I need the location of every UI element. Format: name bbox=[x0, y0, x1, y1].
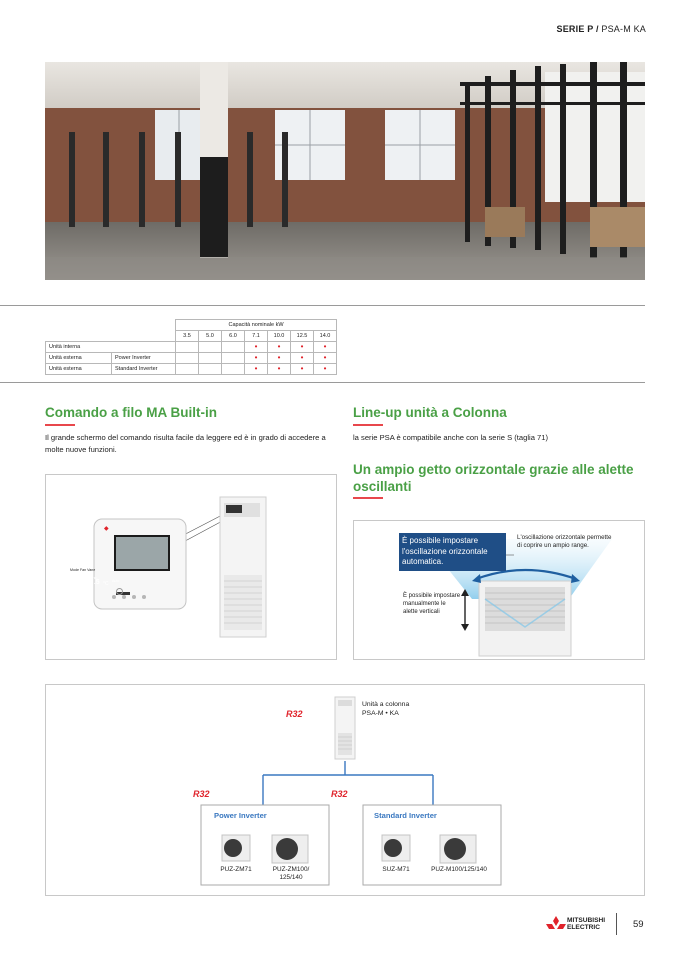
table-row bbox=[46, 353, 337, 364]
remote-description: Il grande schermo del comando risulta facile da leggere ed è in grado di accedere a molte nuove funzioni. bbox=[45, 433, 326, 454]
capacity-cell: 14.0 bbox=[314, 331, 337, 342]
lineup-description: la serie PSA è compatibile anche con la serie S (taglia 71) bbox=[353, 433, 549, 442]
row-label: Unità esterna bbox=[46, 364, 112, 375]
remote-mode-line: Mode Fan Vane bbox=[70, 568, 96, 572]
series-bold: SERIE P / bbox=[556, 24, 599, 34]
page-number: 59 bbox=[633, 919, 644, 930]
availability-dot: • bbox=[291, 364, 314, 375]
availability-dot: • bbox=[314, 342, 337, 353]
r32-badge-power: R32 bbox=[193, 789, 210, 799]
availability-dot bbox=[199, 364, 222, 375]
availability-dot: • bbox=[245, 342, 268, 353]
brand-line-1: MITSUBISHI bbox=[567, 917, 606, 924]
vertical-vane-note: È possibile impostare manualmente le alette verticali bbox=[403, 593, 461, 615]
indoor-unit-label: Unità a colonna bbox=[362, 701, 410, 708]
table-row bbox=[46, 364, 337, 375]
remote-section-title: Comando a filo MA Built-in bbox=[45, 405, 217, 420]
swing-range-note: L'oscillazione orizzontale permette di coprire un ampio range. bbox=[517, 534, 612, 549]
availability-dot bbox=[176, 353, 199, 364]
table-row bbox=[46, 331, 337, 342]
footer-separator bbox=[616, 913, 617, 935]
availability-dot: • bbox=[268, 353, 291, 364]
remote-settemp-label: Set temp. bbox=[83, 576, 98, 580]
table-row bbox=[46, 320, 337, 331]
availability-dot: • bbox=[245, 353, 268, 364]
remote-auto-label: Auto bbox=[112, 579, 120, 583]
availability-dot bbox=[176, 364, 199, 375]
availability-dot: • bbox=[245, 364, 268, 375]
availability-dot bbox=[176, 342, 199, 353]
indoor-unit-model: PSA-M • KA bbox=[362, 710, 399, 717]
lineup-diagram bbox=[45, 684, 645, 896]
row-label: Unità esterna bbox=[46, 353, 112, 364]
swing-callout-text: È possibile impostare l'oscillazione orizzontale automatica. bbox=[402, 536, 488, 566]
r32-badge-indoor: R32 bbox=[286, 709, 303, 719]
table-row bbox=[46, 342, 337, 353]
remote-button[interactable] bbox=[142, 595, 146, 599]
availability-dot: • bbox=[291, 342, 314, 353]
remote-button[interactable] bbox=[122, 595, 126, 599]
power-button-icon[interactable] bbox=[116, 588, 123, 595]
series-label bbox=[557, 24, 646, 34]
availability-dot bbox=[222, 353, 245, 364]
row-label: Unità interna bbox=[46, 342, 176, 353]
brand-line-2: ELECTRIC bbox=[567, 924, 600, 931]
capacity-table bbox=[45, 319, 337, 375]
capacity-cell: 10.0 bbox=[268, 331, 291, 342]
remote-cool-label: Cool bbox=[69, 579, 77, 583]
outdoor-model-label: PUZ-ZM100/ 125/140 bbox=[272, 866, 310, 881]
outdoor-model-label: PUZ-M100/125/140 bbox=[431, 866, 487, 873]
row-sublabel: Standard Inverter bbox=[112, 364, 176, 375]
capacity-cell: 3.5 bbox=[176, 331, 199, 342]
gym-photo bbox=[45, 62, 645, 280]
title-underline bbox=[45, 424, 75, 426]
capacity-cell: 12.5 bbox=[291, 331, 314, 342]
remote-button[interactable] bbox=[112, 595, 116, 599]
availability-dot bbox=[199, 353, 222, 364]
capacity-cell: 6.0 bbox=[222, 331, 245, 342]
capacity-cell: 7.1 bbox=[245, 331, 268, 342]
availability-dot: • bbox=[268, 342, 291, 353]
outdoor-model-label: SUZ-M71 bbox=[382, 866, 410, 873]
airflow-section-title: Un ampio getto orizzontale grazie alle alette oscillanti bbox=[353, 462, 634, 494]
standard-inverter-title: Standard Inverter bbox=[374, 811, 437, 820]
series-model: PSA-M KA bbox=[601, 24, 646, 34]
capacity-header: Capacità nominale kW bbox=[176, 320, 337, 331]
availability-dot: • bbox=[314, 364, 337, 375]
divider-top bbox=[0, 305, 645, 306]
availability-dot: • bbox=[291, 353, 314, 364]
remote-unit: °C bbox=[103, 581, 109, 587]
outdoor-model-label: PUZ-ZM71 bbox=[220, 866, 252, 873]
mitsubishi-electric-logo bbox=[546, 914, 610, 936]
row-sublabel: Power Inverter bbox=[112, 353, 176, 364]
availability-dot bbox=[222, 364, 245, 375]
availability-dot: • bbox=[268, 364, 291, 375]
title-underline bbox=[353, 497, 383, 499]
divider-bottom bbox=[0, 382, 645, 383]
title-underline bbox=[353, 424, 383, 426]
r32-badge-standard: R32 bbox=[331, 789, 348, 799]
lineup-section-title: Line-up unità a Colonna bbox=[353, 405, 507, 420]
capacity-cell: 5.0 bbox=[199, 331, 222, 342]
remote-controller-frame bbox=[45, 474, 337, 660]
availability-dot bbox=[199, 342, 222, 353]
availability-dot: • bbox=[314, 353, 337, 364]
remote-temperature: 28.5 bbox=[86, 579, 100, 586]
remote-button[interactable] bbox=[132, 595, 136, 599]
power-inverter-title: Power Inverter bbox=[214, 811, 267, 820]
availability-dot bbox=[222, 342, 245, 353]
airflow-frame bbox=[353, 520, 645, 660]
mitsubishi-diamond-icon: ◆ bbox=[104, 526, 109, 532]
